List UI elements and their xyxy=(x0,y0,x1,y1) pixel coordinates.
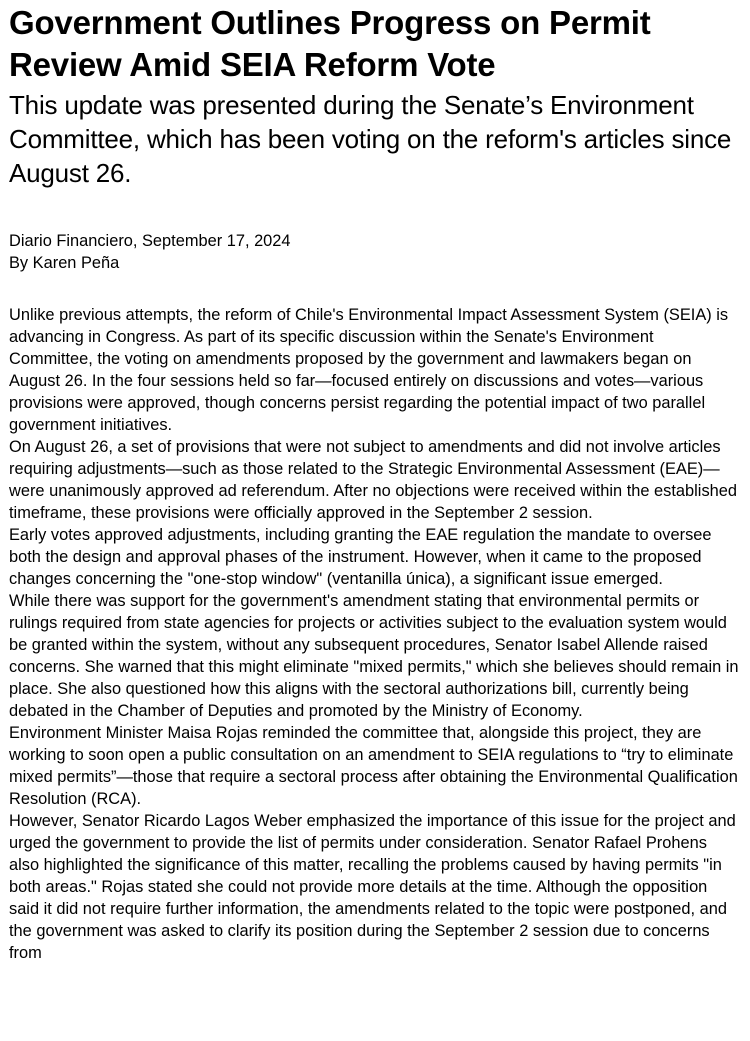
headline: Government Outlines Progress on Permit Review Amid SEIA Reform Vote xyxy=(9,4,651,83)
body-paragraph: While there was support for the government's amendment stating that environmental permits or rulings required from state agencies for projects or activities subject to the evaluation system would be granted within the system, without any subsequent procedures, Senator Isabel Allende raised concerns. She warned that this might eliminate "mixed permits," which she believes should remain in place. She also questioned how this aligns with the sectoral authorizations bill, currently being debated in the Chamber of Deputies and promoted by the Ministry of Economy. xyxy=(9,592,739,720)
subtitle: This update was presented during the Senate’s Environment Committee, which has been voting on the reform's articles since August 26. xyxy=(9,90,732,188)
article-body xyxy=(9,304,741,964)
body-paragraph: On August 26, a set of provisions that were not subject to amendments and did not involve articles requiring adjustments—such as those related to the Strategic Environmental Assessment (EAE)—were unanimously approved ad referendum. After no objections were received within the established timeframe, these provisions were officially approved in the September 2 session. xyxy=(9,438,737,522)
byline: By Karen Peña xyxy=(9,254,120,272)
article-meta xyxy=(9,230,741,274)
body-paragraph: However, Senator Ricardo Lagos Weber emphasized the importance of this issue for the project and urged the government to provide the list of permits under consideration. Senator Rafael Prohens also highlighted the significance of this matter, recalling the problems caused by having permits "in both areas." Rojas stated she could not provide more details at the time. Although the opposition said it did not require further information, the amendments related to the topic were postponed, and the government was asked to clarify its position during the September 2 session due to concerns from xyxy=(9,812,736,962)
dateline: Diario Financiero, September 17, 2024 xyxy=(9,232,291,250)
body-paragraph: Unlike previous attempts, the reform of Chile's Environmental Impact Assessment System (SEIA) is advancing in Congress. As part of its specific discussion within the Senate's Environment Committee, the voting on amendments proposed by the government and lawmakers began on August 26. In the four sessions held so far—focused entirely on discussions and votes—various provisions were approved, though concerns persist regarding the potential impact of two parallel government initiatives. xyxy=(9,306,729,434)
body-paragraph: Environment Minister Maisa Rojas reminded the committee that, alongside this project, they are working to soon open a public consultation on an amendment to SEIA regulations to “try to eliminate mixed permits”—those that require a sectoral process after obtaining the Environmental Qualification Resolution (RCA). xyxy=(9,724,738,808)
body-paragraph: Early votes approved adjustments, including granting the EAE regulation the mandate to oversee both the design and approval phases of the instrument. However, when it came to the proposed changes concerning the "one-stop window" (ventanilla única), a significant issue emerged. xyxy=(9,526,712,588)
